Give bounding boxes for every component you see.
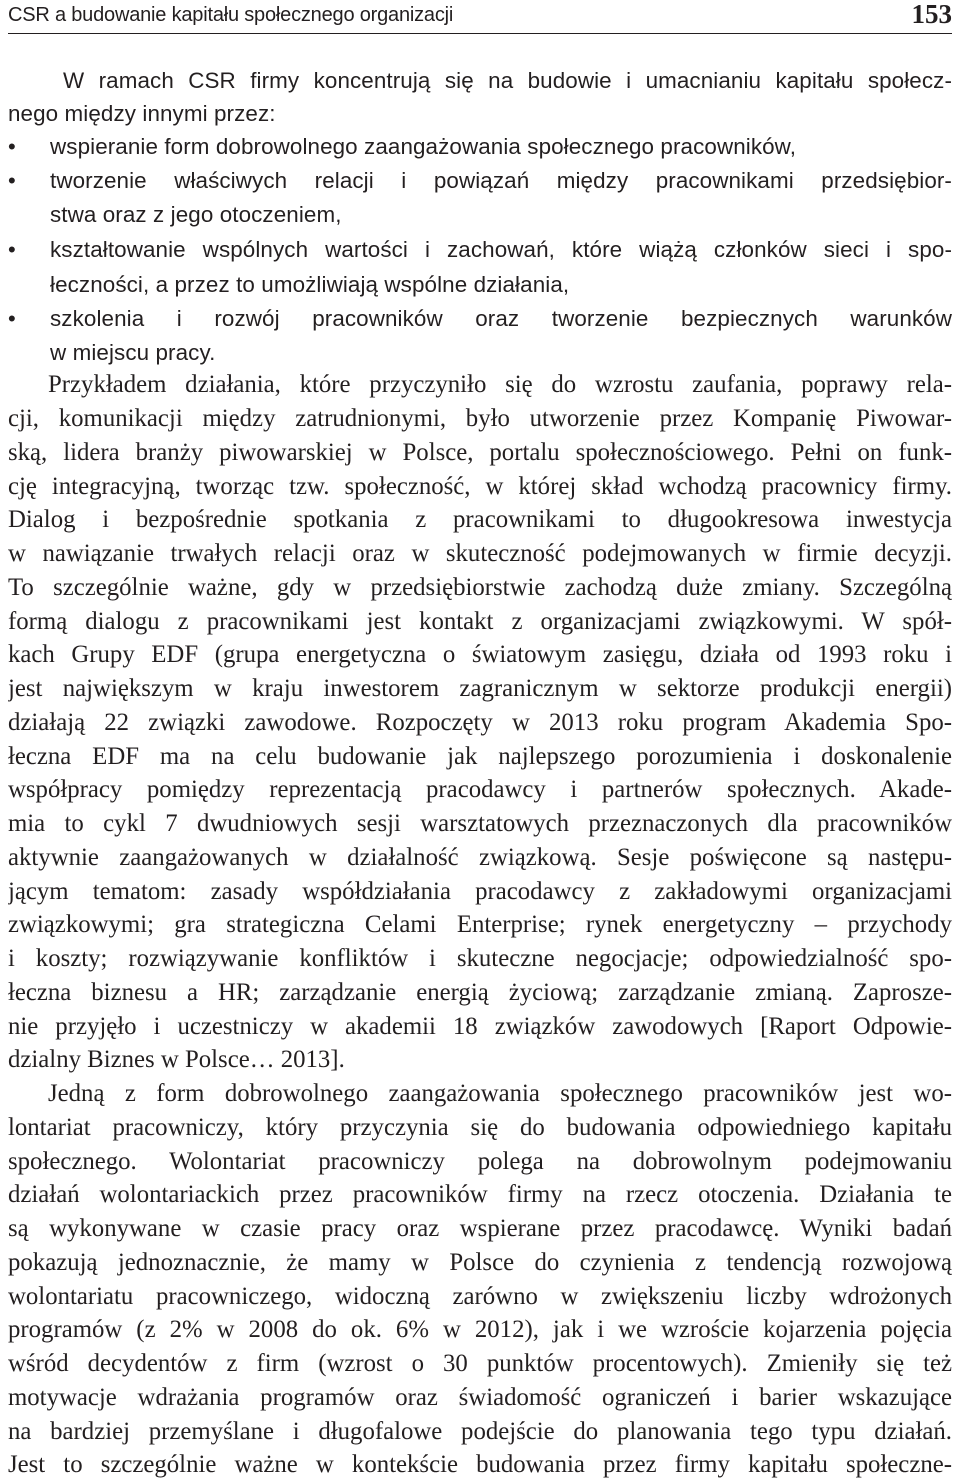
text-line: współpracy pomiędzy reprezentacją pracodawcy i partnerów społecznych. Akade- bbox=[8, 776, 952, 803]
text-line: nie przyjęło i uczestniczy w akademii 18 związków zawodowych [Raport Odpowie- bbox=[8, 1013, 952, 1040]
text-line: programów (z 2% w 2008 do ok. 6% w 2012), jak i we wzroście kojarzenia pojęcia bbox=[8, 1316, 952, 1343]
text-line: szkolenia i rozwój pracowników oraz tworzenie bezpiecznych warunków bbox=[50, 306, 952, 331]
text-line: cję integracyjną, tworząc tzw. społeczność, w której skład wchodzą pracownicy firmy. bbox=[8, 473, 952, 500]
bullet-marker: • bbox=[8, 237, 16, 262]
text-line: łeczności, a przez to umożliwiają wspólne działania, bbox=[50, 272, 570, 297]
text-line: Jedną z form dobrowolnego zaangażowania społecznego pracowników jest wo- bbox=[48, 1080, 952, 1107]
text-line: Przykładem działania, które przyczyniło się do wzrostu zaufania, poprawy rela- bbox=[48, 371, 952, 398]
text-line: jącym tematom: zasady współdziałania pracodawcy z zakładowymi organizacjami bbox=[8, 878, 952, 905]
text-line: na bardziej przemyślane i długofalowe podejście do planowania tego typu działań. bbox=[8, 1418, 952, 1445]
page-number: 153 bbox=[911, 0, 952, 29]
text-line: aktywnie zaangażowanych w działalność związkową. Sesje poświęcone są następu- bbox=[8, 844, 952, 871]
text-line: kach Grupy EDF (grupa energetyczna o światowym zasięgu, działa od 1993 roku i bbox=[8, 641, 952, 668]
text-line: wspieranie form dobrowolnego zaangażowania społecznego pracowników, bbox=[50, 134, 797, 159]
text-line: stwa oraz z jego otoczeniem, bbox=[50, 202, 342, 227]
text-line: działań wolontariackich przez pracowników firmy na rzecz otoczenia. Działania te bbox=[8, 1181, 952, 1208]
text-line: dzialny Biznes w Polsce… 2013]. bbox=[8, 1046, 345, 1073]
text-line: Dialog i bezpośrednie spotkania z pracownikami to długookresowa inwestycja bbox=[8, 506, 952, 533]
text-line: wśród decydentów z firm (wzrost o 30 punktów procentowych). Zmieniły się też bbox=[8, 1350, 952, 1377]
bullet-marker: • bbox=[8, 168, 16, 193]
text-line: pokazują jednoznacznie, że mamy w Polsce do czynienia z tendencją rozwojową bbox=[8, 1249, 952, 1276]
text-line: w nawiązanie trwałych relacji oraz w skuteczność podejmowanych w firmie decyzji. bbox=[8, 540, 952, 567]
text-line: łeczna biznesu a HR; zarządzanie energią życiową; zarządzanie zmianą. Zaprosze- bbox=[8, 979, 952, 1006]
text-line: są wykonywane w czasie pracy oraz wspierane przez pracodawcę. Wyniki badań bbox=[8, 1215, 952, 1242]
text-line: łeczna EDF ma na celu budowanie jak najlepszego porozumienia i doskonalenie bbox=[8, 743, 952, 770]
text-line: Jest to szczególnie ważne w kontekście budowania przez firmy kapitału społeczne- bbox=[8, 1451, 952, 1478]
text-line: ską, lidera branży piwowarskiej w Polsce, portalu społecznościowego. Pełni on funk- bbox=[8, 439, 952, 466]
text-line: i koszty; rozwiązywanie konfliktów i skuteczne negocjacje; odpowiedzialność spo- bbox=[8, 945, 952, 972]
bullet-marker: • bbox=[8, 306, 16, 331]
text-line: lontariat pracowniczy, który przyczynia się do budowania odpowiedniego kapitału bbox=[8, 1114, 952, 1141]
text-line: działają 22 związki zawodowe. Rozpoczęty w 2013 roku program Akademia Spo- bbox=[8, 709, 952, 736]
text-line: związkowymi; gra strategiczna Celami Enterprise; rynek energetyczny – przychody bbox=[8, 911, 952, 938]
bullet-marker: • bbox=[8, 134, 16, 159]
running-header bbox=[8, 0, 952, 34]
text-line: w miejscu pracy. bbox=[50, 340, 216, 365]
text-line: mia to cykl 7 dwudniowych sesji warsztatowych przeznaczonych dla pracowników bbox=[8, 810, 952, 837]
text-line: nego między innymi przez: bbox=[8, 101, 276, 126]
text-line: W ramach CSR firmy koncentrują się na budowie i umacnianiu kapitału społecz- bbox=[63, 68, 952, 93]
running-title: CSR a budowanie kapitału społecznego organizacji bbox=[8, 4, 454, 26]
text-line: motywacje wdrażania programów oraz świadomość ograniczeń i barier wskazujące bbox=[8, 1384, 952, 1411]
text-line: tworzenie właściwych relacji i powiązań między pracownikami przedsiębior- bbox=[50, 168, 952, 193]
text-line: formą dialogu z pracownikami jest kontakt z organizacjami związkowymi. W spół- bbox=[8, 608, 952, 635]
text-line: jest największym w kraju inwestorem zagranicznym w sektorze produkcji energii) bbox=[8, 675, 952, 702]
text-line: społecznego. Wolontariat pracowniczy polega na dobrowolnym podejmowaniu bbox=[8, 1148, 952, 1175]
text-line: cji, komunikacji między zatrudnionymi, było utworzenie przez Kompanię Piwowar- bbox=[8, 405, 952, 432]
text-line: kształtowanie wspólnych wartości i zachowań, które wiążą członków sieci i spo- bbox=[50, 237, 952, 262]
text-line: To szczególnie ważne, gdy w przedsiębiorstwie zachodzą duże zmiany. Szczególną bbox=[8, 574, 952, 601]
text-line: wolontariatu pracowniczego, widoczną zarówno w zwiększeniu liczby wdrożonych bbox=[8, 1283, 952, 1310]
